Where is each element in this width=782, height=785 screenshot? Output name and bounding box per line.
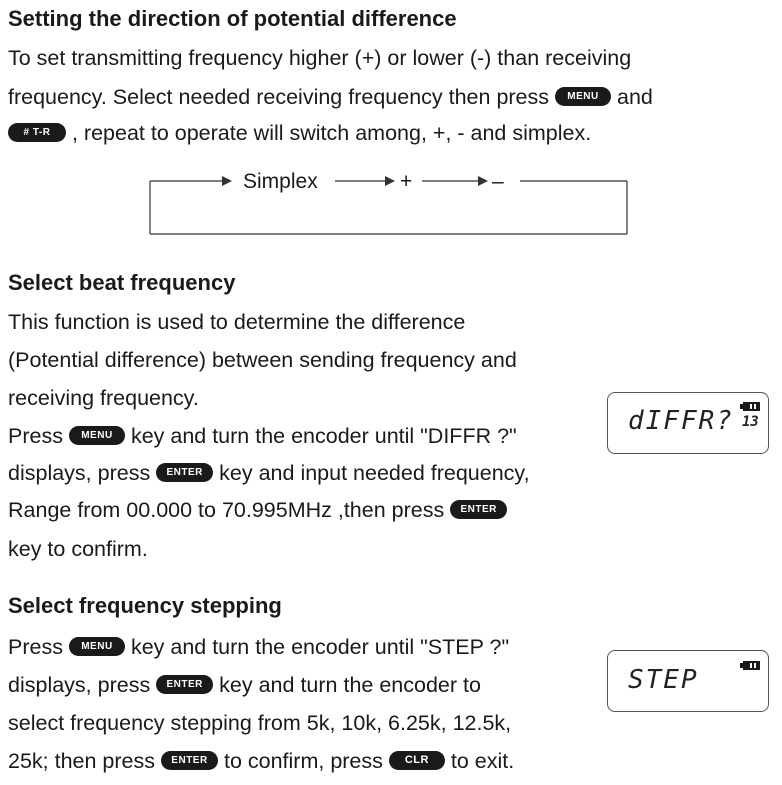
lcd-channel-number: 13: [742, 414, 759, 430]
menu-key-icon: MENU: [555, 87, 611, 106]
text-line: [8, 423, 517, 449]
text-span: key and turn the encoder until "STEP ?": [130, 635, 510, 659]
lcd-text: dIFFR?: [628, 406, 734, 436]
text-span: Press: [8, 424, 63, 448]
text-line: To set transmitting frequency higher (+) or lower (-) than receiving: [8, 46, 632, 70]
menu-key-icon: MENU: [69, 426, 125, 445]
text-span: to exit.: [450, 749, 515, 773]
text-span: key and input needed frequency,: [219, 461, 530, 485]
text-line: key to confirm.: [8, 537, 148, 561]
simplex-label: Simplex: [243, 170, 318, 193]
text-span: to confirm, press: [223, 749, 383, 773]
text-span: displays, press: [8, 673, 151, 697]
text-line: receiving frequency.: [8, 386, 199, 410]
arrow-icon: [478, 176, 488, 186]
text-line: select frequency stepping from 5k, 10k, 6.25k, 12.5k,: [8, 711, 512, 735]
text-span: and: [617, 85, 653, 109]
heading-beat-frequency: Select beat frequency: [8, 270, 236, 295]
text-span: key and turn the encoder until "DIFFR ?": [130, 424, 517, 448]
battery-icon: [743, 661, 760, 670]
menu-key-icon: MENU: [69, 637, 125, 656]
text-line: [8, 748, 514, 774]
minus-label: –: [492, 170, 504, 193]
text-span: frequency. Select needed receiving frequency then press: [8, 85, 550, 109]
text-line: [8, 460, 530, 486]
lcd-text: STEP: [628, 665, 699, 695]
simplex-cycle-diagram: [0, 0, 782, 250]
plus-label: +: [400, 170, 413, 193]
text-span: , repeat to operate will switch among, +, - and simplex.: [71, 121, 592, 145]
enter-key-icon: ENTER: [156, 463, 213, 482]
heading-potential-difference: Setting the direction of potential difference: [8, 6, 457, 31]
enter-key-icon: ENTER: [450, 500, 507, 519]
clr-key-icon: CLR: [389, 751, 445, 770]
battery-icon: [743, 402, 760, 411]
arrow-icon: [385, 176, 395, 186]
text-span: displays, press: [8, 461, 151, 485]
lcd-display-step: [607, 650, 769, 712]
lcd-display-diffr: [607, 392, 769, 454]
text-line: This function is used to determine the difference: [8, 310, 466, 334]
text-span: key and turn the encoder to: [219, 673, 481, 697]
text-span: Range from 00.000 to 70.995MHz ,then press: [8, 498, 445, 522]
arrow-icon: [222, 176, 232, 186]
text-line: [8, 634, 509, 660]
text-span: 25k; then press: [8, 749, 156, 773]
heading-frequency-stepping: Select frequency stepping: [8, 593, 282, 618]
text-line: [8, 672, 481, 698]
text-line: [8, 497, 507, 523]
text-line: (Potential difference) between sending frequency and: [8, 348, 517, 372]
enter-key-icon: ENTER: [156, 675, 213, 694]
enter-key-icon: ENTER: [161, 751, 218, 770]
text-span: Press: [8, 635, 63, 659]
tr-key-icon: # T-R: [8, 123, 66, 142]
